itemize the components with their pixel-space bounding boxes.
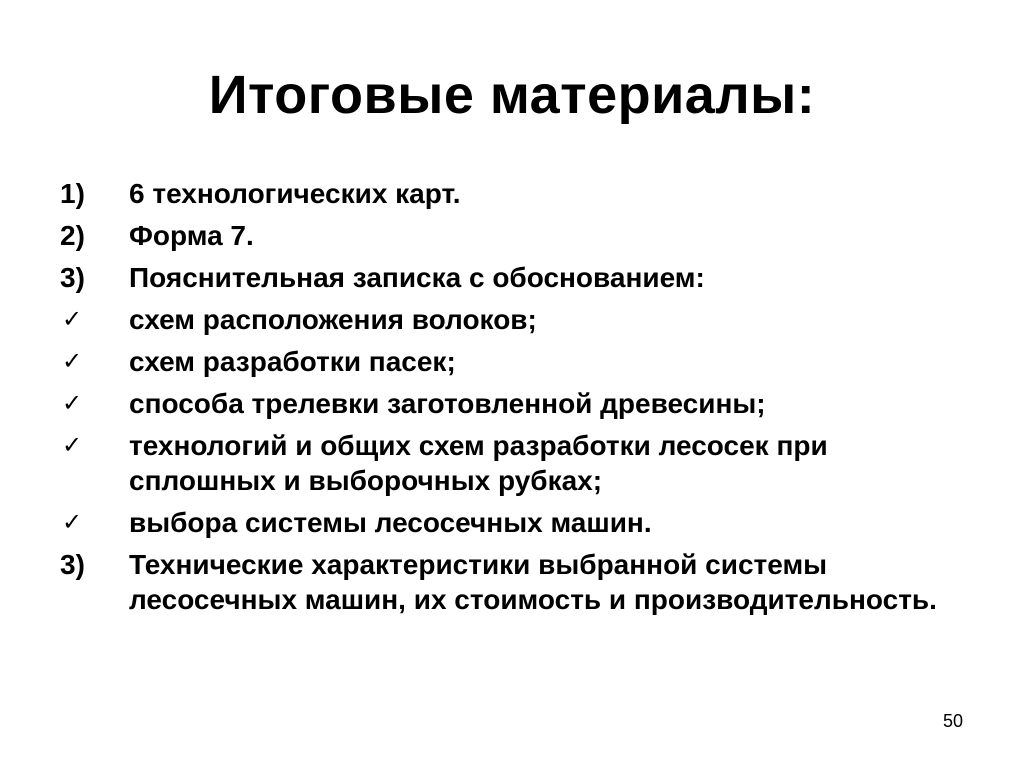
check-icon: ✓ [62, 508, 83, 536]
list-item-text: схем разработки пасек; [129, 346, 456, 377]
list-item [60, 302, 960, 337]
list-item-text: 6 технологических карт. [129, 178, 461, 209]
list-item-text: Технические характеристики выбранной системы лесосечных машин, их стоимость и производительность. [129, 549, 937, 615]
list-item-text: Пояснительная записка с обоснованием: [129, 262, 705, 293]
list-item [60, 428, 960, 498]
check-icon: ✓ [62, 431, 83, 459]
list-item [60, 260, 960, 295]
list-marker: 3) [60, 549, 85, 580]
list-item [60, 505, 960, 540]
materials-list [60, 176, 960, 624]
list-marker: 2) [60, 220, 85, 251]
list-item-text: способа трелевки заготовленной древесины; [129, 388, 766, 419]
list-item [60, 386, 960, 421]
list-item-text: технологий и общих схем разработки лесосек при сплошных и выборочных рубках; [129, 430, 828, 496]
check-icon: ✓ [62, 389, 83, 417]
list-marker: 3) [60, 262, 85, 293]
list-item-text: Форма 7. [129, 220, 254, 251]
slide-title: Итоговые материалы: [208, 65, 816, 125]
list-item [60, 547, 960, 617]
check-icon: ✓ [62, 305, 83, 333]
list-item-text: схем расположения волоков; [129, 304, 537, 335]
list-item-text: выбора системы лесосечных машин. [129, 507, 652, 538]
check-icon: ✓ [62, 347, 83, 375]
page-number: 50 [943, 711, 964, 731]
list-marker: 1) [60, 178, 85, 209]
list-item [60, 218, 960, 253]
list-item [60, 176, 960, 211]
list-item [60, 344, 960, 379]
